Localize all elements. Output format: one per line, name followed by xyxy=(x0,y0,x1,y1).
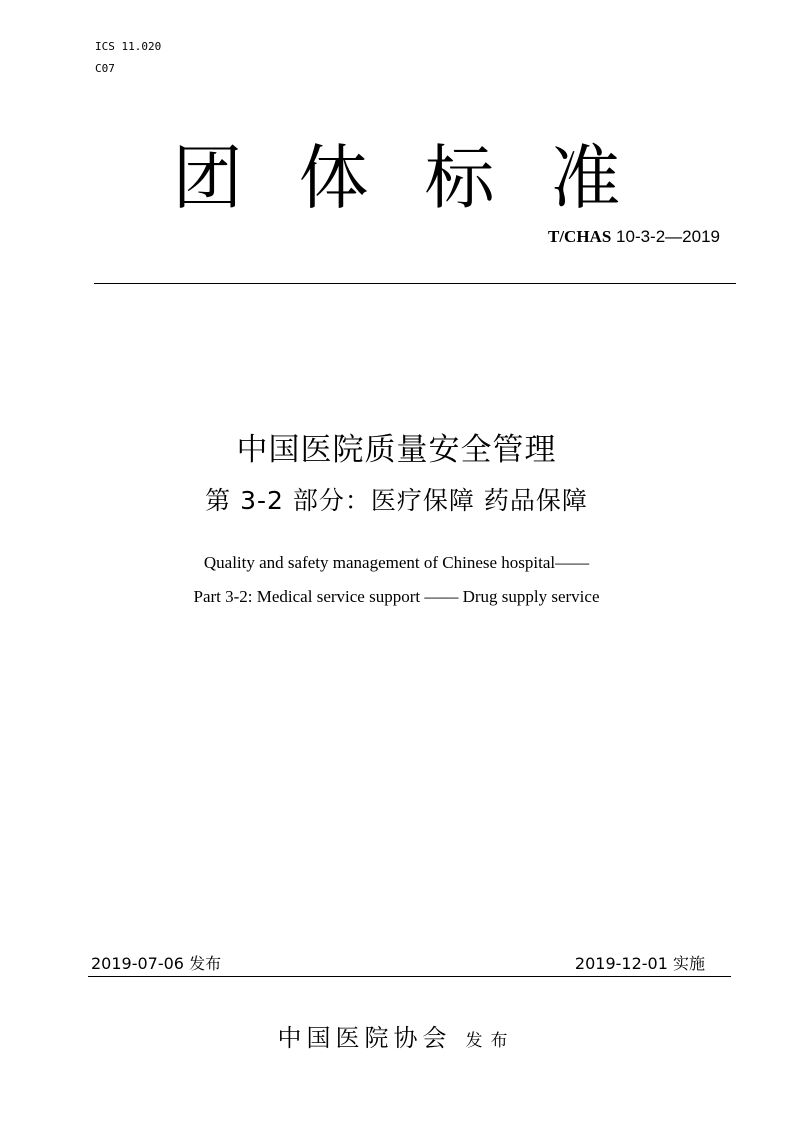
title-english-line1: Quality and safety management of Chinese hospital—— xyxy=(203,553,590,572)
publisher xyxy=(0,1018,793,1053)
bottom-divider xyxy=(88,976,731,977)
publisher-name: 中国医院协会 xyxy=(277,1024,452,1052)
standard-number-value: 10-3-2—2019 xyxy=(616,227,720,246)
standard-number xyxy=(548,227,720,247)
ics-code: ICS 11.020 xyxy=(95,40,162,53)
top-divider xyxy=(94,283,736,284)
publisher-action: 发布 xyxy=(465,1031,516,1051)
implementation-date: 2019-12-01 实施 xyxy=(574,954,705,973)
title-english-line2: Part 3-2: Medical service support —— Drug supply service xyxy=(193,587,600,606)
publish-date: 2019-07-06 发布 xyxy=(91,954,222,973)
title-sub-chinese: 第 3-2 部分：医疗保障 药品保障 xyxy=(205,486,588,515)
title-main-chinese: 中国医院质量安全管理 xyxy=(236,432,557,468)
ccs-code: C07 xyxy=(95,62,115,75)
standard-number-prefix: T/CHAS xyxy=(548,227,612,246)
document-type-heading: 团体标准 xyxy=(172,137,677,219)
